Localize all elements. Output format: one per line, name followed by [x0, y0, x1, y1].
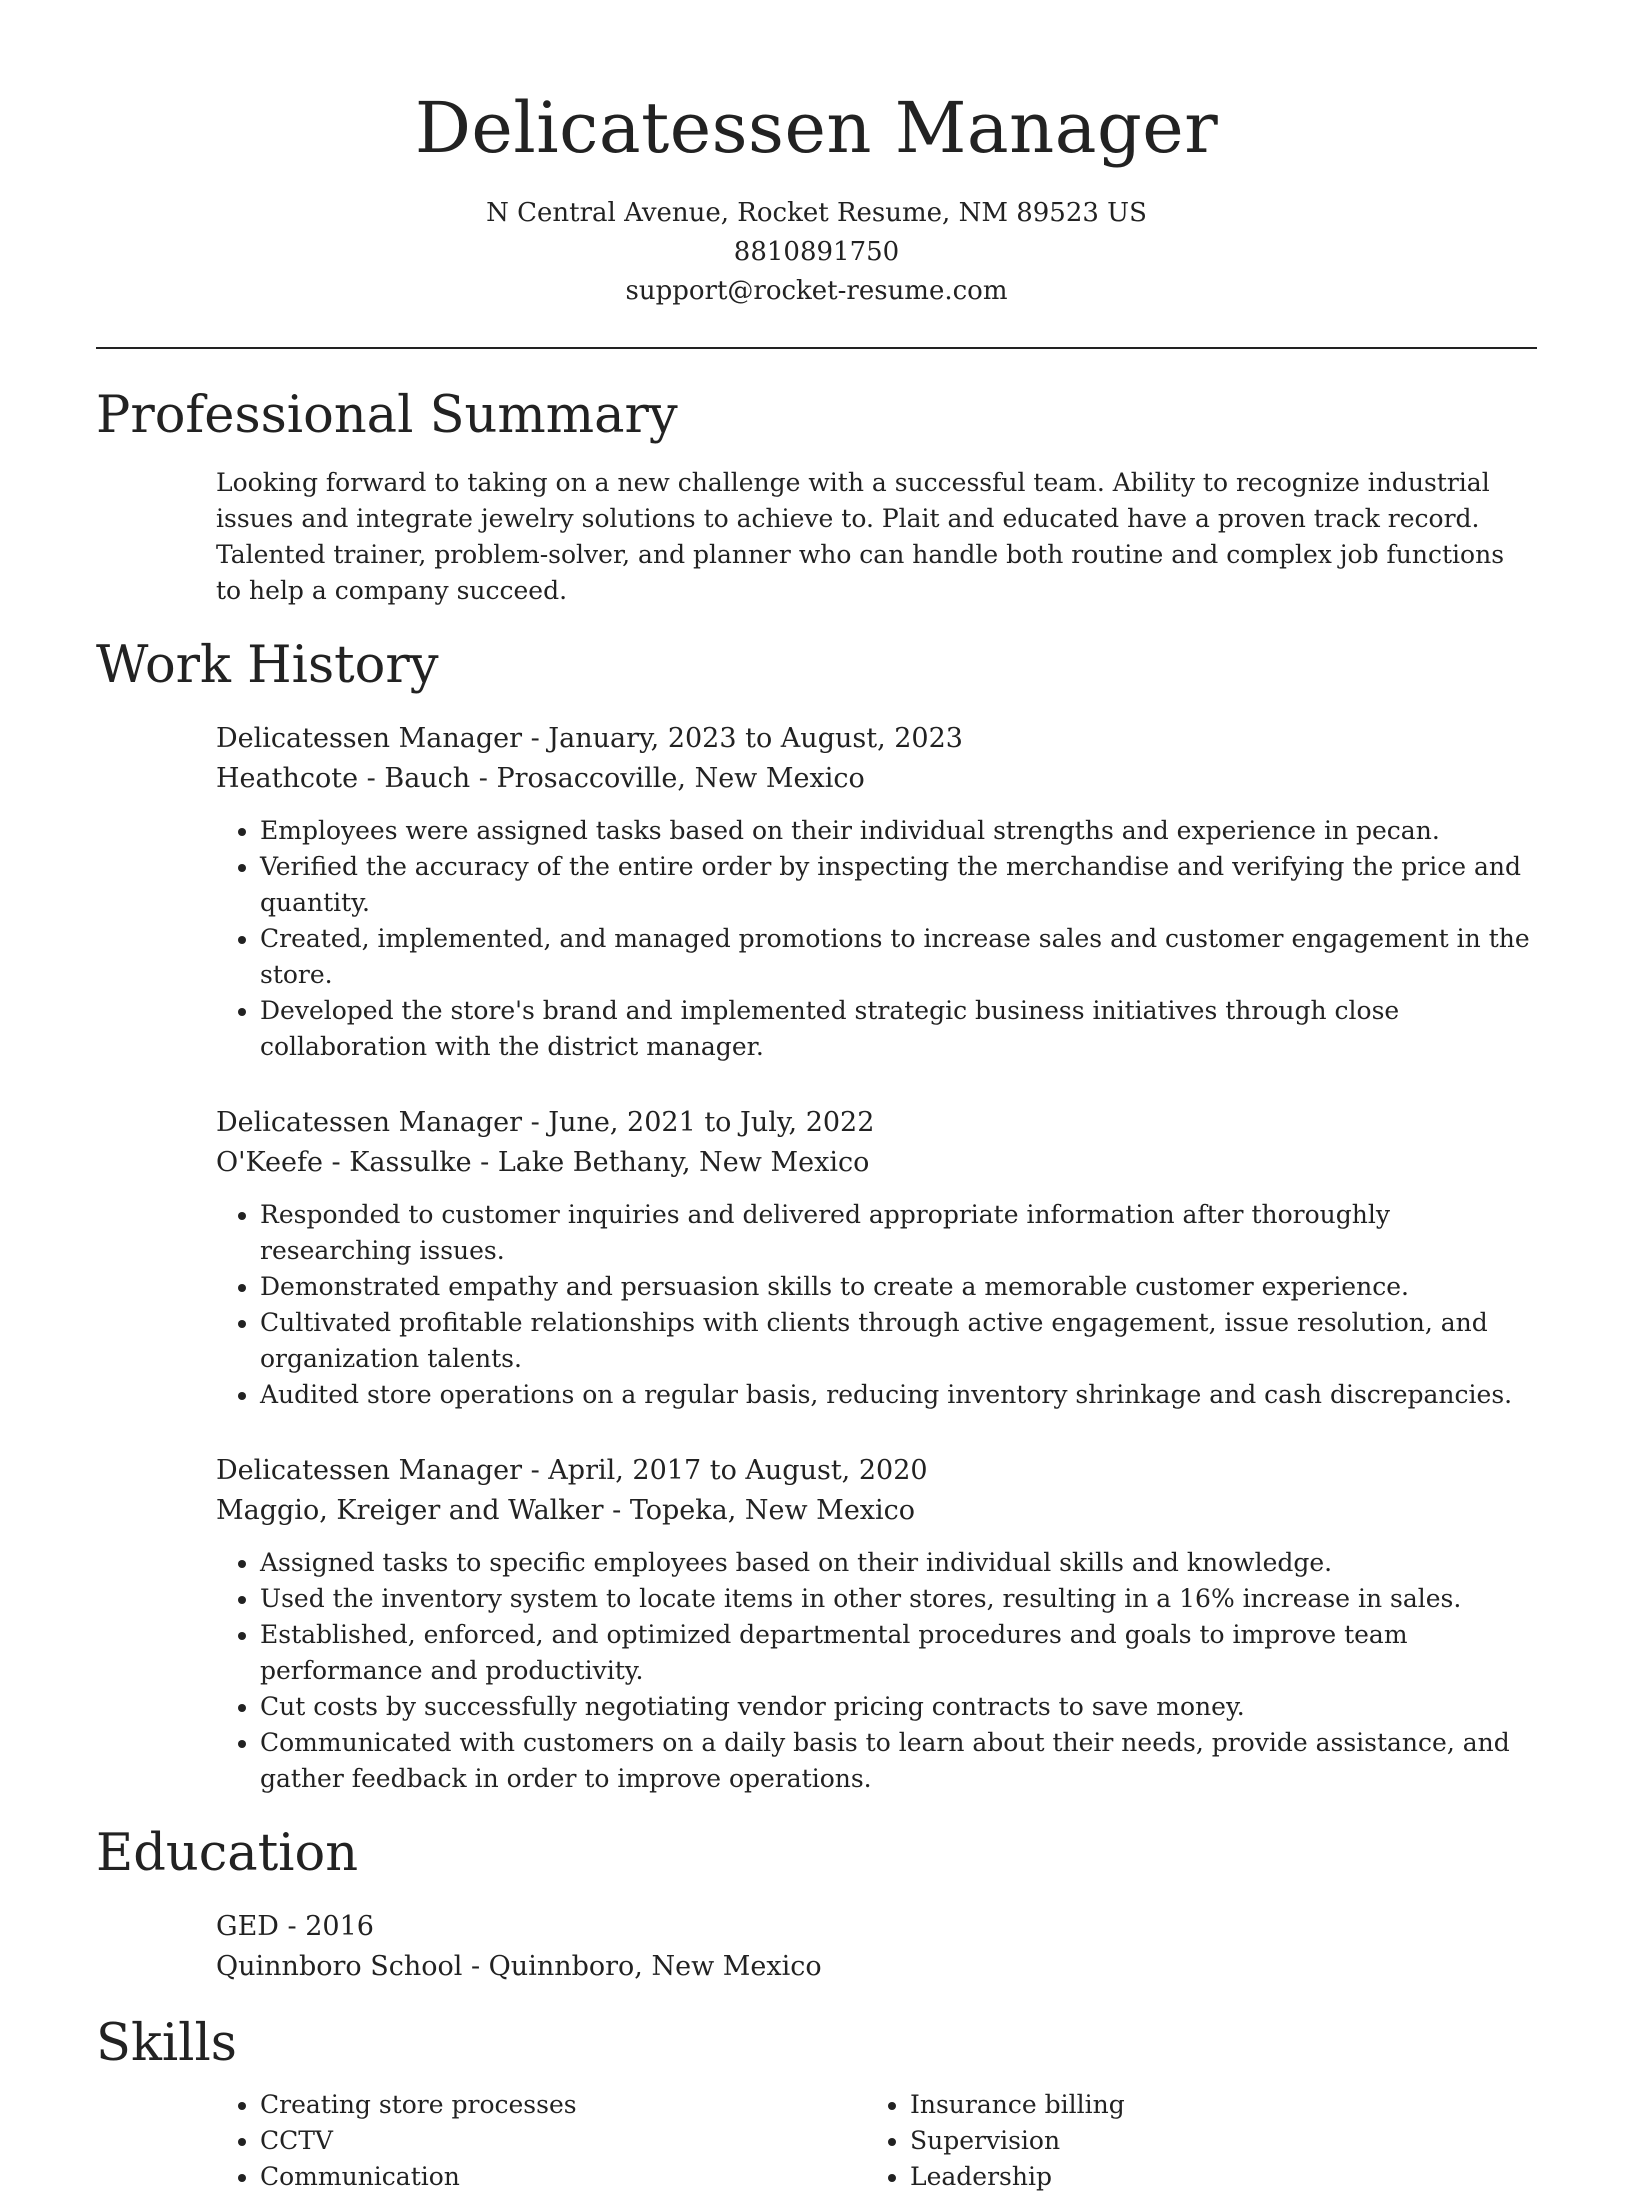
- education-entry: [216, 1907, 1537, 1987]
- job-bullets: [216, 813, 1537, 1065]
- job-bullet: • Created, implemented, and managed promotions to increase sales and customer engagement in the store.: [260, 921, 1537, 993]
- job-entry: [216, 1451, 1537, 1797]
- school-line: Quinnboro School - Quinnboro, New Mexico: [216, 1951, 822, 1982]
- address: N Central Avenue, Rocket Resume, NM 89523 US: [486, 198, 1147, 228]
- job-company-line: O'Keefe - Kassulke - Lake Bethany, New Mexico: [216, 1147, 870, 1178]
- job-bullet: • Audited store operations on a regular basis, reducing inventory shrinkage and cash discrepancies.: [260, 1377, 1537, 1413]
- job-bullet: • Verified the accuracy of the entire order by inspecting the merchandise and verifying the price and quantity.: [260, 849, 1537, 921]
- education-heading: Education: [96, 1824, 359, 1883]
- degree-line: GED - 2016: [216, 1911, 374, 1942]
- summary-text: Looking forward to taking on a new challenge with a successful team. Ability to recognize industrial issues and integrate jewelry solutions to achieve to. Plait and educated have a proven track record. Talented trainer, problem-solver, and planner who can handle both routine and complex job functions to help a company succeed.: [216, 468, 1505, 605]
- job-bullet: • Cultivated profitable relationships with clients through active engagement, issue resolution, and organization talents.: [260, 1305, 1537, 1377]
- job-bullet: • Employees were assigned tasks based on their individual strengths and experience in pecan.: [260, 813, 1537, 849]
- resume-page: [96, 0, 1537, 2195]
- job-company-line: Maggio, Kreiger and Walker - Topeka, New Mexico: [216, 1495, 916, 1526]
- skill-item: • Insurance billing: [910, 2087, 1516, 2123]
- job-bullets: [216, 1197, 1537, 1413]
- skills-list: [216, 2087, 1537, 2195]
- job-entry: [216, 1103, 1537, 1413]
- job-bullet: • Responded to customer inquiries and delivered appropriate information after thoroughly researching issues.: [260, 1197, 1537, 1269]
- skill-item: • Supervision: [910, 2123, 1516, 2159]
- job-title-line: Delicatessen Manager - January, 2023 to August, 2023: [216, 723, 963, 754]
- skill-item: • CCTV: [260, 2123, 866, 2159]
- job-bullet: • Cut costs by successfully negotiating vendor pricing contracts to save money.: [260, 1689, 1537, 1725]
- job-bullets: [216, 1545, 1537, 1797]
- job-title-line: Delicatessen Manager - June, 2021 to July, 2022: [216, 1107, 875, 1138]
- skill-item: • Creating store processes: [260, 2087, 866, 2123]
- job-entry: [216, 719, 1537, 1065]
- skills-heading: Skills: [96, 2014, 237, 2073]
- job-bullet: • Established, enforced, and optimized departmental procedures and goals to improve team performance and productivity.: [260, 1617, 1537, 1689]
- job-company-line: Heathcote - Bauch - Prosaccoville, New Mexico: [216, 763, 865, 794]
- job-bullet: • Demonstrated empathy and persuasion skills to create a memorable customer experience.: [260, 1269, 1537, 1305]
- candidate-name: Delicatessen Manager: [414, 87, 1219, 169]
- contact-info: [96, 194, 1537, 311]
- email: support@rocket-resume.com: [625, 276, 1008, 306]
- job-title-line: Delicatessen Manager - April, 2017 to August, 2020: [216, 1455, 928, 1486]
- skills-column-left: [216, 2087, 866, 2195]
- job-bullet: • Assigned tasks to specific employees based on their individual skills and knowledge.: [260, 1545, 1537, 1581]
- skill-item: • Leadership: [910, 2159, 1516, 2195]
- job-bullet: • Developed the store's brand and implemented strategic business initiatives through close collaboration with the district manager.: [260, 993, 1537, 1065]
- header-divider: [96, 347, 1537, 349]
- job-bullet: • Communicated with customers on a daily basis to learn about their needs, provide assistance, and gather feedback in order to improve operations.: [260, 1725, 1537, 1797]
- summary-heading: Professional Summary: [96, 386, 678, 445]
- resume-header: [96, 0, 1537, 311]
- phone: 8810891750: [733, 237, 900, 267]
- skills-column-right: [866, 2087, 1516, 2195]
- job-bullet: • Used the inventory system to locate items in other stores, resulting in a 16% increase in sales.: [260, 1581, 1537, 1617]
- work-history-heading: Work History: [96, 636, 439, 695]
- skill-item: • Communication: [260, 2159, 866, 2195]
